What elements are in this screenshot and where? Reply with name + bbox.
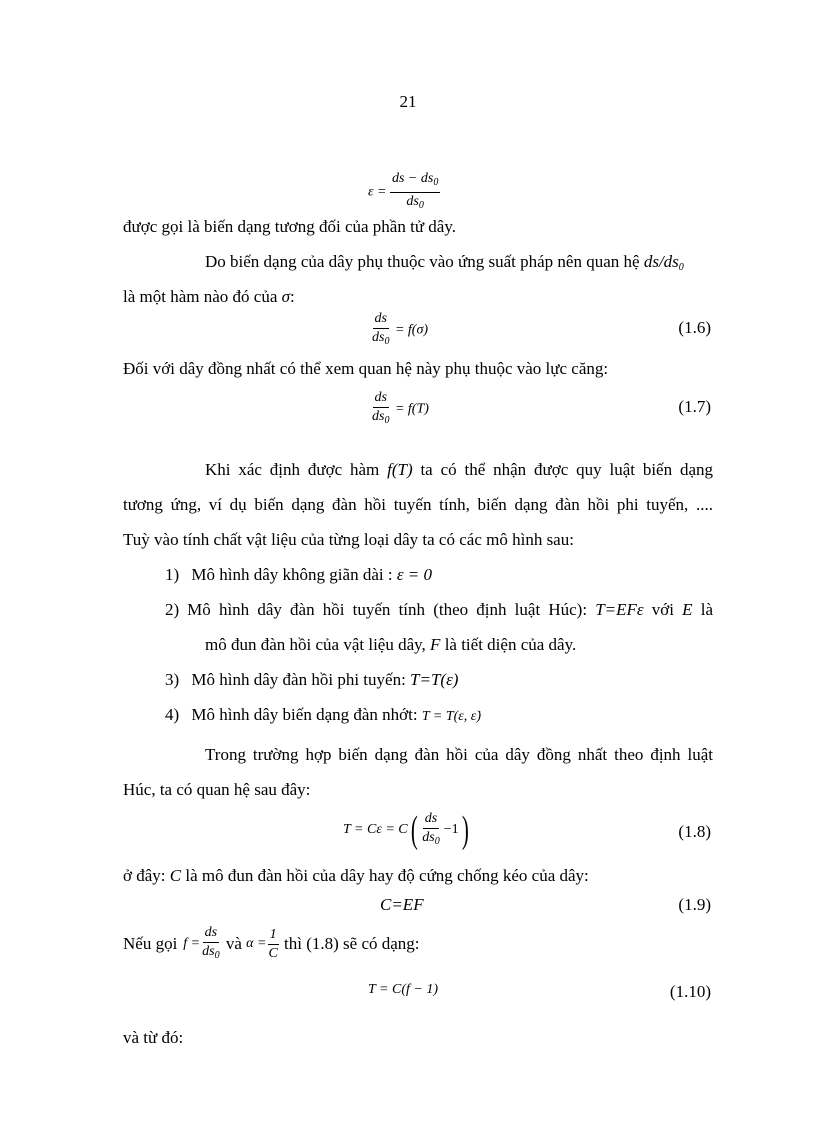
paragraph-5-line-1 [205,460,713,480]
paragraph-6-line-2: Húc, ta có quan hệ sau đây: [123,780,311,799]
equation-1-6 [370,310,428,351]
eq18-num: ds [423,810,439,829]
eq16-den: ds [372,330,385,345]
paragraph-7 [123,866,589,886]
list-item-2-continued [205,635,576,655]
paragraph-2 [205,252,713,273]
page-number: 21 [399,92,417,111]
eq18-lhs: T = Cε = C [343,822,408,837]
eq17-num: ds [373,389,389,408]
p8-and: và [221,934,247,953]
list-item-2 [165,600,713,620]
strain-num-a: ds [391,171,405,186]
paragraph-3-colon: : [290,287,295,306]
list-item-2-E: E [682,600,693,619]
list-item-3-text: Mô hình dây đàn hồi phi tuyến: [191,670,411,689]
p8-alpha-lhs: α = [246,936,267,951]
equation-1-7 [370,389,429,430]
paragraph-2-text: Do biến dạng của dây phụ thuộc vào ứng suất pháp nên quan hệ [205,252,644,271]
list-item-2-cont-b: là tiết diện của dây. [440,635,577,654]
eq18-minus-one: −1 [443,822,459,837]
sigma-symbol: σ [281,287,291,306]
p7-C: C [169,866,182,885]
eq16-den-sub: 0 [384,336,390,347]
p7-a: ở đây: [123,866,170,885]
p8-a: Nếu gọi [123,934,178,953]
paragraph-5-line-2: tương ứng, ví dụ biến dạng đàn hồi tuyến tính, biến dạng đàn hồi phi tuyến, .... [123,495,713,514]
p5-line1-b: ta có thể nhận được quy luật biến dạng [412,460,713,479]
equation-number-1-6: (1.6) [678,318,711,337]
p8-alpha-num: 1 [268,926,279,945]
equation-number-1-7: (1.7) [678,397,711,416]
list-item-2-text3: là [692,600,713,619]
ratio-ds-ds0: ds/ds [643,252,679,271]
equation-1-9: C=EF [380,895,424,914]
eq18-den-sub: 0 [434,835,440,847]
p8-f-den: ds [202,943,215,959]
list-item-2-F: F [430,635,441,654]
eq18-right-paren: ) [461,809,469,851]
paragraph-5-line-3: Tuỳ vào tính chất vật liệu của từng loại dây ta có các mô hình sau: [123,530,574,549]
equation-1-8 [343,805,471,855]
list-marker-4: 4) [165,705,180,724]
list-item-2-text2: với [643,600,683,619]
list-item-2-text: Mô hình dây đàn hồi tuyến tính (theo định luật Húc): [187,600,596,619]
strain-minus: − [404,171,421,186]
strain-fraction [390,170,440,215]
list-item-2-math: T=EFε [595,600,644,619]
list-item-1-math: ε = 0 [396,565,432,584]
paragraph-3 [123,287,295,307]
list-item-4 [165,705,481,725]
eq17-den: ds [372,409,385,424]
equation-number-1-8: (1.8) [678,822,711,841]
p8-f-lhs: f = [183,936,201,951]
list-item-1-text: Mô hình dây không giãn dài : [191,565,397,584]
paragraph-6-line-1: Trong trường hợp biến dạng đàn hồi của dây đồng nhất theo định luật [205,745,713,764]
p5-fT: f(T) [387,460,413,479]
p8-f-den-sub: 0 [214,949,220,961]
paragraph-9: và từ đó: [123,1028,184,1047]
p8-alpha-den: C [268,945,278,961]
list-item-3 [165,670,458,690]
equation-1-10: T = C(f − 1) [368,982,438,997]
strain-num-b: ds [420,171,434,186]
list-marker-3: 3) [165,670,180,689]
p8-b: thì (1.8) sẽ có dạng: [279,934,420,953]
strain-lhs: ε = [368,184,387,200]
ratio-sub: 0 [678,262,684,273]
p8-f-num: ds [203,924,219,943]
list-marker-1: 1) [165,565,180,584]
equation-strain [368,170,440,215]
eq17-rhs: = f(T) [394,401,429,417]
strain-den: ds [406,194,419,209]
list-item-2-cont-a: mô đun đàn hồi của vật liệu dây, [205,635,431,654]
strain-num-b-sub: 0 [433,177,439,188]
paragraph-3-text: là một hàm nào đó của [123,287,282,306]
strain-den-sub: 0 [418,200,424,211]
paragraph-8 [123,922,420,966]
equation-number-1-9: (1.9) [678,895,711,914]
list-item-4-math: T = T(ε, ε̇) [421,709,481,724]
eq18-left-paren: ( [410,809,418,851]
eq16-rhs: = f(σ) [394,322,429,338]
eq17-den-sub: 0 [384,415,390,426]
list-item-4-text: Mô hình dây biến dạng đàn nhớt: [191,705,422,724]
p7-b: là mô đun đàn hồi của dây hay độ cứng chống kéo của dây: [181,866,589,885]
paragraph-4: Đối với dây đồng nhất có thể xem quan hệ này phụ thuộc vào lực căng: [123,359,609,378]
eq16-num: ds [373,310,389,329]
equation-number-1-10: (1.10) [669,982,711,1001]
p5-line1-a: Khi xác định được hàm [205,460,388,479]
list-item-1 [165,565,432,585]
list-item-3-math: T=T(ε) [410,670,459,689]
list-marker-2: 2) [165,600,180,619]
eq18-den: ds [422,829,435,845]
paragraph-1: được gọi là biến dạng tương đối của phần tử dây. [123,217,456,236]
